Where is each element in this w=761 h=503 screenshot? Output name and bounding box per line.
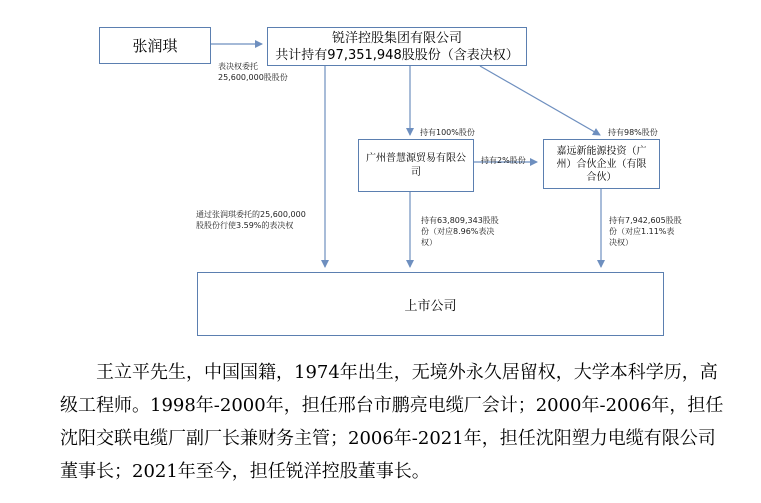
hold-2-label: 持有2%股份 bbox=[481, 156, 526, 165]
biography-paragraph bbox=[60, 356, 730, 488]
trade-company-name: 广州普慧源贸易有限公司 bbox=[366, 152, 466, 178]
via-entrust-label: 通过张润琪委托的25,600,000 股股份行使3.59%的表决权 bbox=[196, 210, 306, 230]
parent-company-box bbox=[267, 27, 527, 66]
parent-company-name: 锐洋控股集团有限公司 bbox=[331, 30, 462, 46]
partnership-box bbox=[543, 139, 660, 189]
hold-98-label: 持有98%股份 bbox=[608, 128, 658, 137]
arrow-parent-to-partnership bbox=[480, 66, 600, 135]
person-box bbox=[99, 27, 211, 64]
person-name: 张润琪 bbox=[132, 37, 178, 55]
parent-company-holding: 共计持有97,351,948股股份（含表决权） bbox=[275, 47, 519, 63]
entrust-label: 表决权委托 25,600,000股股份 bbox=[218, 62, 288, 82]
listed-company-name: 上市公司 bbox=[404, 298, 457, 314]
biography-text: 王立平先生，中国国籍，1974年出生，无境外永久居留权，大学本科学历，高级工程师。1998年-2000年，担任邢台市鹏亮电缆厂会计；2000年-2006年，担任沈阳交联电缆厂副厂长兼财务主管；2006年-2021年，担任沈阳塑力电缆有限公司董事长；2021年至今，担任锐洋控股董事长。 bbox=[60, 362, 724, 482]
partnership-name: 嘉远新能源投资（广州）合伙企业（有限合伙） bbox=[556, 145, 647, 183]
partnership-hold-label: 持有7,942,605股股 份（对应1.11%表 决权） bbox=[609, 216, 682, 247]
listed-company-box bbox=[197, 272, 664, 336]
hold-100-label: 持有100%股份 bbox=[420, 128, 475, 137]
trade-hold-label: 持有63,809,343股股 份（对应8.96%表决 权） bbox=[421, 216, 499, 247]
trade-company-box bbox=[358, 139, 474, 192]
